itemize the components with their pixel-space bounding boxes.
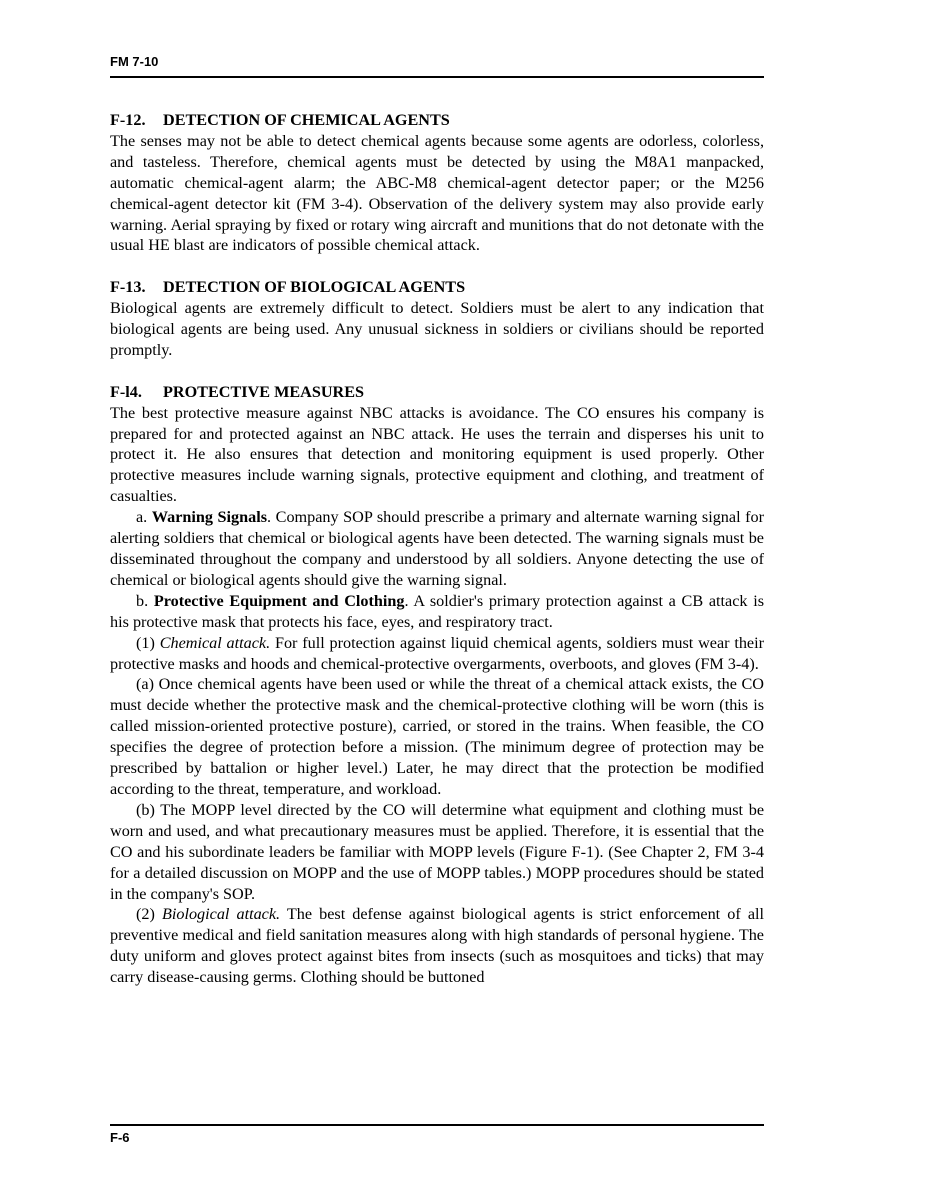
section-heading-f13 — [110, 277, 764, 298]
paragraph-text: The best defense against biological agents is strict enforcement of all preventive medical and field sanitation measures along with high standards of personal hygiene. The duty uniform and gloves protect against bites from insects (such as mosquitoes and ticks) that may carry disease-causing germs. Clothing should be buttoned — [110, 905, 765, 987]
section-heading-f14 — [110, 382, 764, 403]
paragraph-heading: Biological attack. — [161, 905, 281, 924]
paragraph-text: . Company SOP should prescribe a primary and alternate warning signal for alerting soldiers that chemical or biological agents have been detected. The warning signals must be disseminated throughout the company and understood by all soldiers. Anyone detecting the use of chemical or biological agents should give the warning signal. — [110, 508, 765, 589]
page-body — [110, 110, 764, 988]
paragraph-text: For full protection against liquid chemical agents, soldiers must wear their protective masks and hoods and chemical-protective overgarments, overboots, and gloves (FM 3-4). — [110, 633, 765, 673]
paragraph-chemical-attack-a: (a) Once chemical agents have been used or while the threat of a chemical attack exists, the CO must decide whether the protective mask and the chemical-protective clothing will be worn (this is called mission-oriented protective posture), carried, or stored in the trains. When feasible, the CO specifies the degree of protection before a mission. (The minimum degree of protection may be prescribed by battalion or higher level.) Later, he may direct that the protection be modified according to the threat, temperature, and workload. — [110, 675, 764, 798]
paragraph-label: (1) — [136, 633, 155, 652]
paragraph-label: (2) — [136, 905, 155, 924]
paragraph-text: . A soldier's primary protection against a CB attack is his protective mask that protects his face, eyes, and respiratory tract. — [110, 591, 764, 631]
page-number: F-6 — [110, 1130, 130, 1145]
paragraph-chemical-attack-b: (b) The MOPP level directed by the CO will determine what equipment and clothing must be worn and used, and what precautionary measures must be applied. Therefore, it is essential that the CO and his subordinate leaders be familiar with MOPP levels (Figure F-1). (See Chapter 2, FM 3-4 for a detailed discussion on MOPP and the use of MOPP tables.) MOPP procedures should be stated in the company's SOP. — [110, 800, 764, 903]
page-footer — [110, 1124, 764, 1145]
section-title: PROTECTIVE MEASURES — [163, 382, 365, 401]
paragraph-heading: Chemical attack. — [159, 633, 271, 652]
section-number: F-13. — [110, 278, 146, 297]
paragraph-biological-attack — [110, 904, 764, 988]
paragraph-heading: Protective Equipment and Clothing — [153, 591, 405, 610]
paragraph-label: b. — [136, 591, 149, 610]
paragraph: Biological agents are extremely difficult to detect. Soldiers must be alert to any indication that biological agents are being used. Any unusual sickness in soldiers or civilians should be reported promptly. — [110, 299, 764, 359]
paragraph-heading: Warning Signals — [151, 508, 268, 527]
section-title: DETECTION OF BIOLOGICAL AGENTS — [163, 278, 466, 297]
paragraph-warning-signals — [110, 507, 764, 591]
section-number: F-12. — [110, 111, 146, 129]
section-title: DETECTION OF CHEMICAL AGENTS — [163, 111, 450, 129]
paragraph: The senses may not be able to detect chemical agents because some agents are odorless, colorless, and tasteless. Therefore, chemical agents must be detected by using the M8A1 manpacked, automatic chemical-agent alarm; the ABC-M8 chemical-agent detector paper; or the M256 chemical-agent detector kit (FM 3-4). Observation of the delivery system may also provide early warning. Aerial spraying by fixed or rotary wing aircraft and munitions that do not detonate with the usual HE blast are indicators of possible chemical attack. — [110, 131, 764, 255]
section-heading-f12 — [110, 110, 764, 131]
manual-title: FM 7-10 — [110, 54, 159, 69]
page-header — [110, 54, 764, 78]
paragraph-protective-equipment — [110, 591, 764, 633]
paragraph: The best protective measure against NBC attacks is avoidance. The CO ensures his company is prepared for and protected against an NBC attack. He uses the terrain and disperses his unit to protect it. He also ensures that detection and monitoring equipment is used properly. Other protective measures include warning signals, protective equipment and clothing, and treatment of casualties. — [110, 403, 764, 506]
section-number: F-l4. — [110, 382, 142, 401]
paragraph-label: a. — [136, 508, 148, 527]
paragraph-chemical-attack — [110, 633, 764, 675]
